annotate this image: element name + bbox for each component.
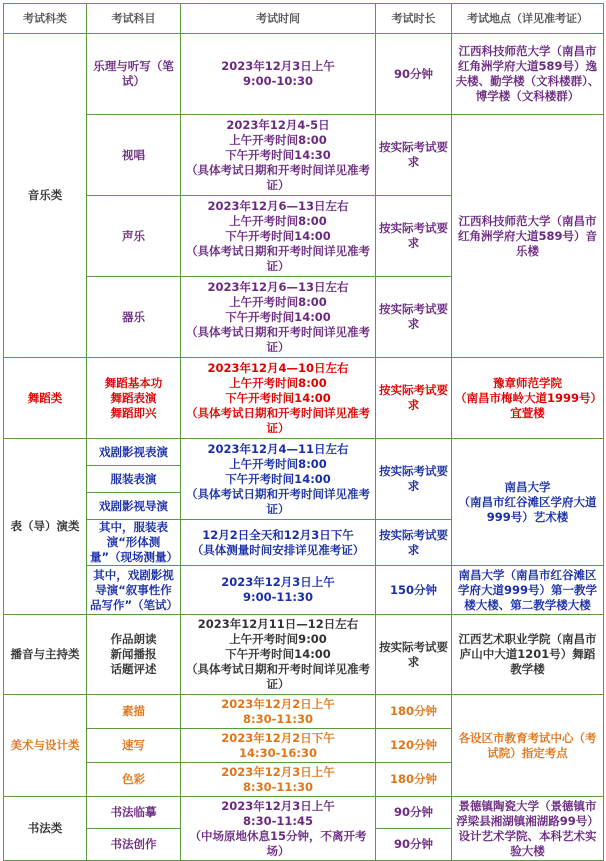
time-line: （具体考试日期和开考时间详见准考证）: [186, 405, 370, 435]
category-art: 美术与设计类: [4, 695, 87, 797]
duration-cell: 180分钟: [376, 695, 452, 729]
time-line: 2023年12月3日上午: [221, 575, 335, 589]
header-subject: 考试科目: [87, 4, 181, 34]
time-line: 9:00-10:30: [243, 74, 313, 88]
duration-cell: 按实际考试要求: [376, 115, 452, 196]
time-cell: [181, 196, 376, 277]
duration-cell: 按实际考试要求: [376, 439, 452, 520]
location-line: 南昌大学: [504, 479, 551, 494]
subject-cell: 戏剧影视表演: [87, 439, 181, 466]
time-cell: [181, 277, 376, 358]
time-line: （具体考试日期和开考时间详见准考证）: [186, 486, 370, 516]
duration-cell: 按实际考试要求: [376, 615, 452, 695]
time-line: 12月2日全天和12月3日下午: [202, 527, 354, 542]
location-line: 豫章师范学院: [493, 375, 562, 390]
subject-cell: 戏剧影视导演: [87, 493, 181, 520]
duration-cell: 150分钟: [376, 566, 452, 615]
time-line: 2023年12月4—11日左右: [207, 441, 349, 456]
time-line: 2023年12月6—13日左右: [207, 279, 349, 294]
subject-line: 作品朗读: [110, 632, 157, 646]
time-line: （具体测量时间安排详见准考证）: [191, 542, 365, 557]
location-cell: 江西科技师范大学（南昌市红角洲学府大道589号）逸夫楼、勤学楼（文科楼群）、博学楼（文科楼群）: [452, 34, 604, 115]
subject-line: 舞蹈基本功: [104, 375, 163, 390]
time-line: 下午开考时间14:00: [225, 228, 331, 243]
time-line: 上午开考时间8:00: [229, 375, 327, 390]
time-line: （具体考试日期和开考时间详见准考证）: [186, 662, 370, 691]
time-line: （具体考试日期和开考时间详见准考证）: [186, 324, 370, 354]
subject-cell: 器乐: [87, 277, 181, 358]
time-line: 8:30-11:30: [243, 711, 313, 726]
location-cell: 南昌大学（南昌市红谷滩区学府大道999号）第一教学楼大楼、第二教学楼大楼: [452, 566, 604, 615]
duration-cell: 按实际考试要求: [376, 196, 452, 277]
time-line: 2023年12月4—10日左右: [207, 360, 349, 375]
header-duration: 考试时长: [376, 4, 452, 34]
location-cell: 江西艺术职业学院（南昌市庐山中大道1201号）舞蹈教学楼: [452, 615, 604, 695]
exam-schedule-table: [3, 3, 604, 861]
category-music: 音乐类: [4, 34, 87, 358]
table-row: [4, 797, 604, 829]
location-line: （南昌市梅岭大道1999号）: [455, 390, 603, 405]
subject-line: 新闻播报: [110, 647, 157, 661]
time-line: 上午开考时间8:00: [229, 213, 327, 228]
table-row: [4, 615, 604, 695]
duration-cell: 180分钟: [376, 763, 452, 797]
time-cell: [181, 358, 376, 439]
category-broadcast: 播音与主持类: [4, 615, 87, 695]
subject-cell: 服装表演: [87, 466, 181, 493]
time-line: 上午开考时间9:00: [229, 632, 327, 646]
time-line: 下午开考时间14:00: [225, 471, 331, 486]
subject-cell: 声乐: [87, 196, 181, 277]
subject-line: 舞蹈即兴: [110, 405, 157, 420]
subject-cell: 其中，戏剧影视导演“叙事性作品写作”（笔试）: [87, 566, 181, 615]
time-cell: [181, 520, 376, 566]
table-row: [4, 115, 604, 196]
subject-cell: 色彩: [87, 763, 181, 797]
duration-cell: 按实际考试要求: [376, 520, 452, 566]
header-category: 考试科类: [4, 4, 87, 34]
time-line: 下午开考时间14:00: [225, 647, 331, 661]
subject-cell: 书法临摹: [87, 797, 181, 829]
time-cell: [181, 115, 376, 196]
time-line: 2023年12月3日上午: [221, 798, 335, 813]
time-cell: [181, 695, 376, 729]
time-line: 2023年12月2日下午: [221, 730, 335, 745]
subject-cell: 素描: [87, 695, 181, 729]
subject-cell: 书法创作: [87, 829, 181, 861]
time-line: 2023年12月2日上午: [221, 696, 335, 711]
header-row: [4, 4, 604, 34]
time-line: 2023年12月3日上午: [221, 59, 335, 73]
time-line: 8:30-11:45: [243, 813, 313, 828]
location-cell: 各设区市教育考试中心（考试院）指定考点: [452, 695, 604, 797]
location-cell: [452, 439, 604, 566]
time-line: （中场原地休息15分钟，不离开考场）: [189, 828, 367, 858]
location-line: （南昌市红谷滩区学府大道999号）艺术楼: [458, 494, 597, 524]
table-row: [4, 695, 604, 729]
duration-cell: 按实际考试要求: [376, 358, 452, 439]
table-row: [4, 566, 604, 615]
category-performance: 表（导）演类: [4, 439, 87, 615]
header-location: 考试地点（详见准考证）: [452, 4, 604, 34]
subject-cell: [87, 615, 181, 695]
time-line: 2023年12月6—13日左右: [207, 198, 349, 213]
time-line: 8:30-11:30: [243, 779, 313, 794]
location-cell: 景德镇陶瓷大学（景德镇市浮梁县湘湖镇湘湖路99号）设计艺术学院、本科艺术实验大楼: [452, 797, 604, 861]
time-line: 14:30-16:30: [239, 745, 317, 760]
category-dance: 舞蹈类: [4, 358, 87, 439]
time-cell: [181, 729, 376, 763]
table-row: [4, 439, 604, 466]
time-line: （具体考试日期和开考时间详见准考证）: [186, 162, 370, 192]
location-line: 宜萱楼: [510, 405, 545, 420]
time-line: 上午开考时间8:00: [229, 132, 327, 147]
subject-cell: 乐理与听写（笔试）: [87, 34, 181, 115]
duration-cell: 90分钟: [376, 829, 452, 861]
subject-line: 话题评述: [110, 662, 157, 676]
location-cell: [452, 358, 604, 439]
table-row: [4, 358, 604, 439]
time-line: 下午开考时间14:30: [225, 147, 331, 162]
table-row: [4, 34, 604, 115]
duration-cell: 90分钟: [376, 797, 452, 829]
duration-cell: 按实际考试要求: [376, 277, 452, 358]
time-line: 上午开考时间8:00: [229, 456, 327, 471]
subject-line: 舞蹈表演: [110, 390, 157, 405]
time-cell: [181, 439, 376, 520]
time-line: 2023年12月3日上午: [221, 764, 335, 779]
subject-cell: 视唱: [87, 115, 181, 196]
time-line: （具体考试日期和开考时间详见准考证）: [186, 243, 370, 273]
time-line: 上午开考时间8:00: [229, 294, 327, 309]
header-time: 考试时间: [181, 4, 376, 34]
subject-cell: 速写: [87, 729, 181, 763]
time-cell: [181, 797, 376, 861]
time-line: 下午开考时间14:00: [225, 309, 331, 324]
duration-cell: 90分钟: [376, 34, 452, 115]
time-line: 2023年12月4-5日: [226, 117, 330, 132]
time-line: 9:00-11:30: [243, 590, 313, 604]
location-cell: 江西科技师范大学（南昌市红角洲学府大道589号）音乐楼: [452, 115, 604, 358]
time-cell: [181, 566, 376, 615]
time-cell: [181, 34, 376, 115]
time-cell: [181, 763, 376, 797]
subject-cell: [87, 358, 181, 439]
time-cell: [181, 615, 376, 695]
time-line: 下午开考时间14:00: [225, 390, 331, 405]
duration-cell: 120分钟: [376, 729, 452, 763]
subject-cell: 其中，服装表演“形体测量”（现场测量）: [87, 520, 181, 566]
category-calligraphy: 书法类: [4, 797, 87, 861]
time-line: 2023年12月11日—12日左右: [197, 617, 359, 631]
